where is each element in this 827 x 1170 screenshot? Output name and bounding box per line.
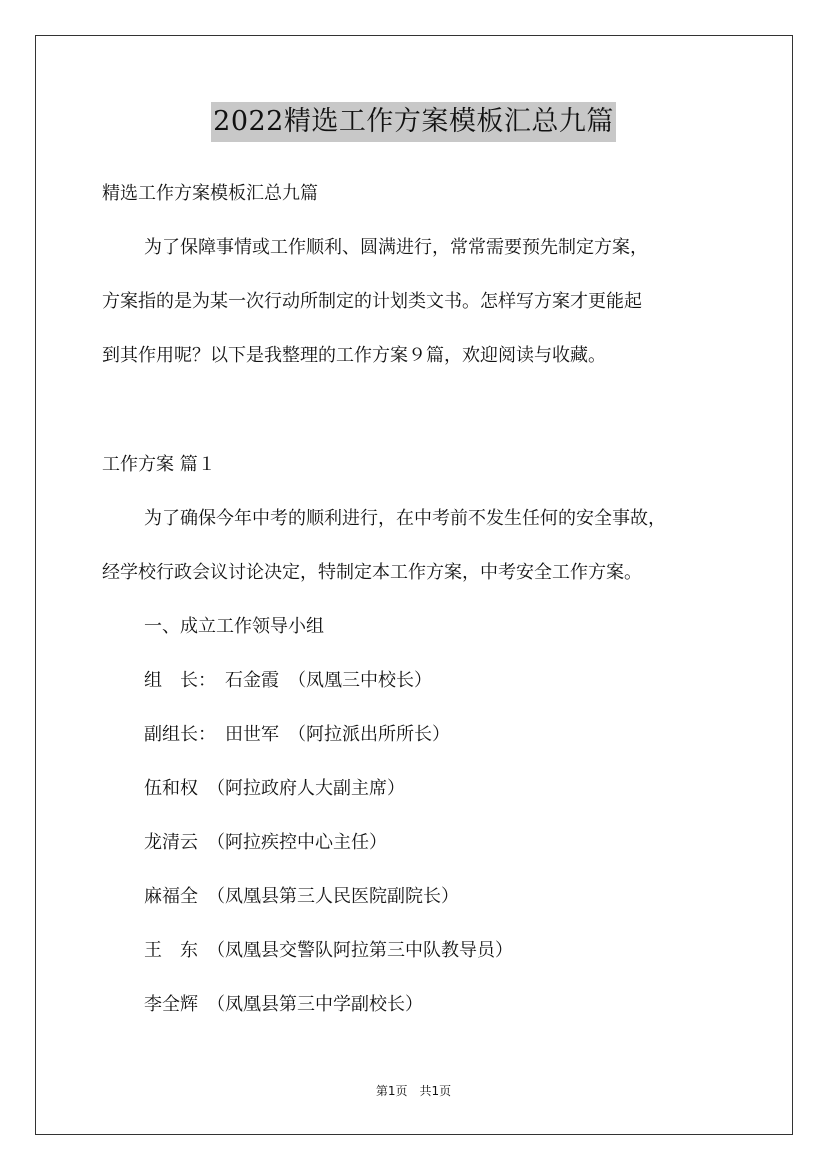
intro-line-1: 为了保障事情或工作顺利、圆满进行，常常需要预先制定方案， xyxy=(144,237,648,258)
member-line: 组 长： 石金霞 （凤凰三中校长） xyxy=(144,670,432,691)
section-para-line-1: 为了确保今年中考的顺利进行，在中考前不发生任何的安全事故， xyxy=(144,508,666,529)
member-line: 龙清云 （阿拉疾控中心主任） xyxy=(144,832,387,853)
member-line: 王 东 （凤凰县交警队阿拉第三中队教导员） xyxy=(144,940,513,961)
subtitle: 精选工作方案模板汇总九篇 xyxy=(102,183,318,204)
member-line: 李全辉 （凤凰县第三中学副校长） xyxy=(144,994,423,1015)
member-line: 伍和权 （阿拉政府人大副主席） xyxy=(144,778,405,799)
section-heading: 工作方案 篇１ xyxy=(102,454,216,475)
member-line: 麻福全 （凤凰县第三人民医院副院长） xyxy=(144,886,459,907)
section-para-line-2: 经学校行政会议讨论决定，特制定本工作方案，中考安全工作方案。 xyxy=(102,562,642,583)
intro-line-2: 方案指的是为某一次行动所制定的计划类文书。怎样写方案才更能起 xyxy=(102,291,642,312)
member-line: 副组长： 田世军 （阿拉派出所所长） xyxy=(144,724,450,745)
item-heading: 一、成立工作领导小组 xyxy=(144,616,324,637)
page-number-footer: 第1页 共1页 xyxy=(375,1084,452,1098)
document-title-wrap xyxy=(0,102,827,142)
intro-line-3: 到其作用呢？以下是我整理的工作方案９篇，欢迎阅读与收藏。 xyxy=(102,345,606,366)
document-title: 2022精选工作方案模板汇总九篇 xyxy=(211,102,616,142)
